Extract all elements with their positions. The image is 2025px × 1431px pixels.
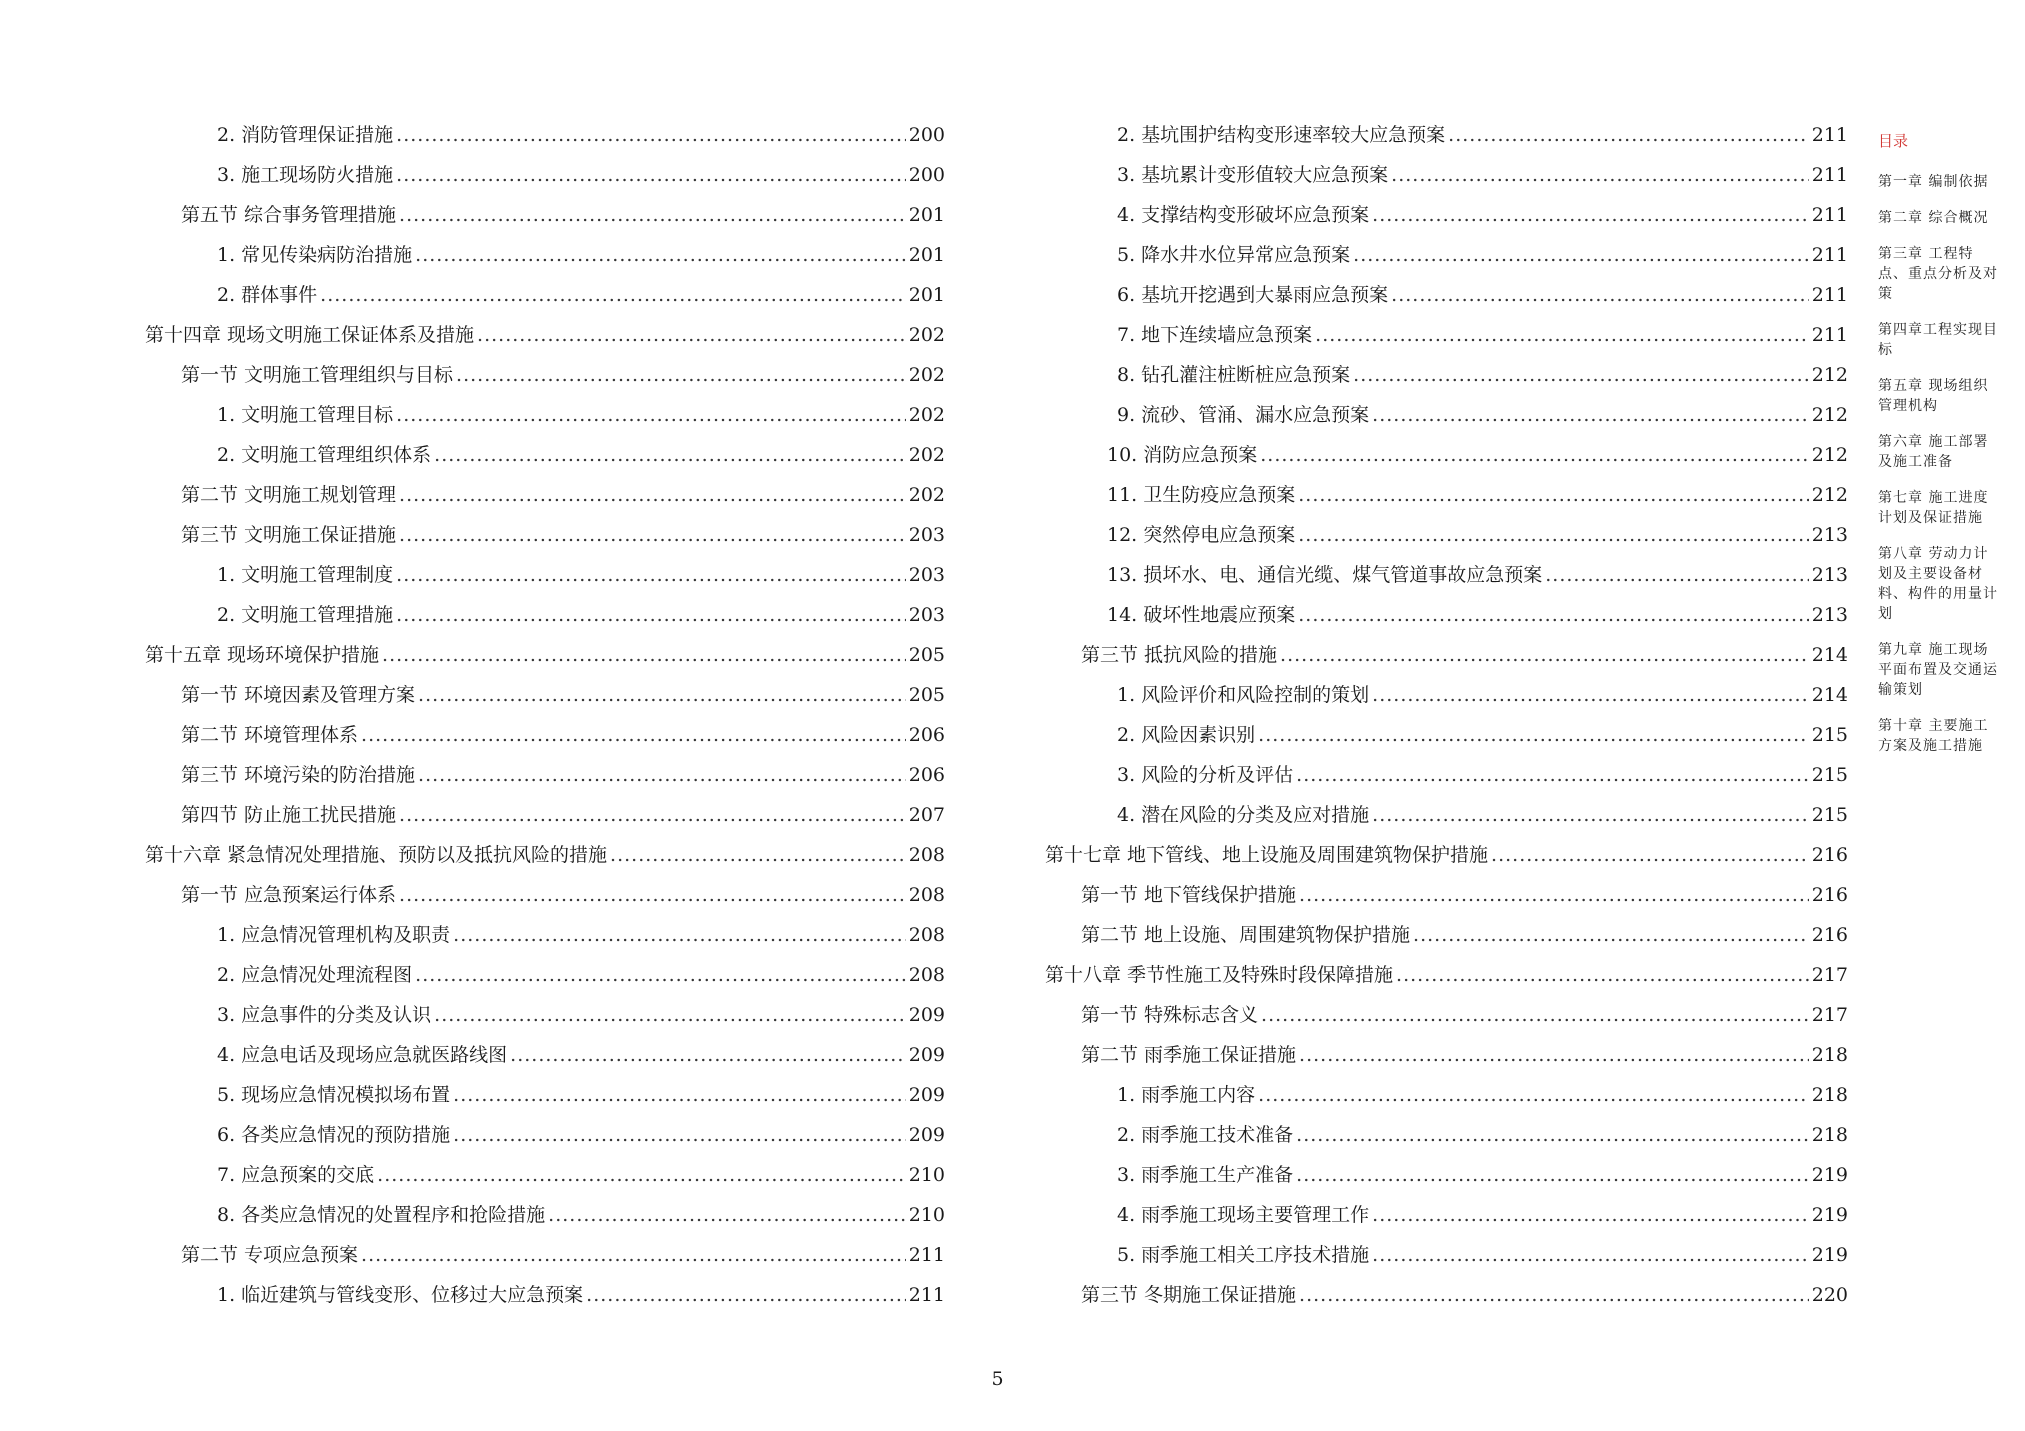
toc-entry-title: 4. 应急电话及现场应急就医路线图 [217, 1044, 508, 1066]
toc-entry-title: 11. 卫生防疫应急预案 [1107, 484, 1296, 506]
toc-entry-page: 211 [1811, 164, 1848, 186]
toc-entry-title: 5. 降水井水位异常应急预案 [1117, 244, 1351, 266]
toc-dot-leader [377, 1155, 906, 1195]
toc-entry-title: 2. 消防管理保证措施 [217, 124, 394, 146]
toc-entry-title: 2. 雨季施工技术准备 [1117, 1124, 1294, 1146]
toc-dot-leader [453, 1075, 906, 1115]
toc-entry[interactable] [1045, 475, 1848, 515]
toc-entry-page: 202 [908, 444, 945, 466]
toc-entry-page: 219 [1811, 1204, 1848, 1226]
toc-entry-title: 第十四章 现场文明施工保证体系及措施 [145, 324, 475, 346]
toc-entry-title: 7. 地下连续墙应急预案 [1117, 324, 1313, 346]
toc-entry-page: 219 [1811, 1244, 1848, 1266]
toc-entry[interactable] [145, 435, 945, 475]
toc-entry-title: 第一节 文明施工管理组织与目标 [181, 364, 454, 386]
toc-entry-page: 215 [1811, 804, 1848, 826]
sidebar-item-chapter-3[interactable]: 第三章 工程特点、重点分析及对策 [1878, 246, 1998, 302]
toc-entry-page: 218 [1811, 1124, 1848, 1146]
toc-entry[interactable] [145, 995, 945, 1035]
toc-entry[interactable] [145, 155, 945, 195]
toc-dot-leader [396, 555, 906, 595]
toc-dot-leader [399, 195, 906, 235]
toc-dot-leader [1372, 1195, 1809, 1235]
toc-entry-title: 7. 应急预案的交底 [217, 1164, 375, 1186]
toc-entry-page: 208 [908, 964, 945, 986]
toc-entry[interactable] [1045, 515, 1848, 555]
toc-dot-leader [418, 755, 906, 795]
toc-entry[interactable] [145, 955, 945, 995]
toc-entry-title: 第三节 环境污染的防治措施 [181, 764, 416, 786]
toc-entry[interactable] [1045, 1155, 1848, 1195]
toc-entry-page: 215 [1811, 764, 1848, 786]
toc-entry-page: 211 [1811, 204, 1848, 226]
toc-entry-title: 第一节 地下管线保护措施 [1081, 884, 1297, 906]
toc-entry-title: 1. 文明施工管理制度 [217, 564, 394, 586]
toc-entry-title: 第二节 雨季施工保证措施 [1081, 1044, 1297, 1066]
toc-entry-page: 205 [908, 644, 945, 666]
toc-entry-page: 215 [1811, 724, 1848, 746]
toc-dot-leader [396, 115, 906, 155]
toc-dot-leader [1299, 1275, 1809, 1315]
toc-dot-leader [1260, 435, 1808, 475]
toc-dot-leader [453, 1115, 906, 1155]
toc-entry-title: 2. 风险因素识别 [1117, 724, 1256, 746]
toc-entry[interactable] [145, 195, 945, 235]
toc-dot-leader [1372, 675, 1809, 715]
toc-entry[interactable] [145, 115, 945, 155]
toc-entry[interactable] [1045, 275, 1848, 315]
toc-entry-title: 1. 应急情况管理机构及职责 [217, 924, 451, 946]
toc-dot-leader [1298, 595, 1808, 635]
toc-entry[interactable] [1045, 755, 1848, 795]
toc-entry[interactable] [1045, 635, 1848, 675]
toc-entry-page: 212 [1811, 364, 1848, 386]
toc-entry[interactable] [1045, 1035, 1848, 1075]
toc-dot-leader [396, 155, 906, 195]
toc-entry-title: 第三节 抵抗风险的措施 [1081, 644, 1278, 666]
toc-entry[interactable] [1045, 595, 1848, 635]
toc-entry[interactable] [145, 275, 945, 315]
toc-entry-page: 214 [1811, 684, 1848, 706]
sidebar-item-chapter-2[interactable]: 第二章 综合概况 [1878, 210, 1989, 226]
sidebar-item-chapter-4[interactable]: 第四章工程实现目标 [1878, 322, 1998, 358]
toc-entry-page: 208 [908, 884, 945, 906]
toc-entry-page: 208 [908, 844, 945, 866]
toc-entry[interactable] [145, 795, 945, 835]
toc-entry-title: 第二节 地上设施、周围建筑物保护措施 [1081, 924, 1411, 946]
toc-entry[interactable] [1045, 915, 1848, 955]
toc-dot-leader [434, 995, 906, 1035]
toc-dot-leader [1448, 115, 1809, 155]
toc-dot-leader [320, 275, 906, 315]
toc-entry-page: 218 [1811, 1084, 1848, 1106]
toc-entry-page: 211 [1811, 324, 1848, 346]
toc-entry-title: 1. 常见传染病防治措施 [217, 244, 413, 266]
toc-entry[interactable] [1045, 995, 1848, 1035]
toc-entry-page: 206 [908, 764, 945, 786]
toc-entry[interactable] [145, 515, 945, 555]
toc-entry-title: 3. 施工现场防火措施 [217, 164, 394, 186]
toc-dot-leader [1296, 755, 1809, 795]
toc-dot-leader [399, 795, 906, 835]
toc-entry-page: 202 [908, 404, 945, 426]
toc-entry-title: 2. 群体事件 [217, 284, 318, 306]
toc-entry[interactable] [145, 715, 945, 755]
toc-entry-title: 4. 雨季施工现场主要管理工作 [1117, 1204, 1370, 1226]
toc-entry-title: 4. 支撑结构变形破坏应急预案 [1117, 204, 1370, 226]
toc-dot-leader [399, 875, 906, 915]
toc-entry-page: 220 [1811, 1284, 1848, 1306]
sidebar-outline [1878, 130, 1998, 772]
toc-dot-leader [399, 515, 906, 555]
toc-entry-title: 第十八章 季节性施工及特殊时段保障措施 [1045, 964, 1394, 986]
toc-entry-title: 2. 基坑围护结构变形速率较大应急预案 [1117, 124, 1446, 146]
toc-entry-title: 2. 文明施工管理措施 [217, 604, 394, 626]
toc-entry[interactable] [1045, 555, 1848, 595]
toc-entry-page: 211 [1811, 244, 1848, 266]
toc-entry[interactable] [1045, 875, 1848, 915]
sidebar-item-chapter-1[interactable]: 第一章 编制依据 [1878, 174, 1989, 190]
toc-entry-title: 5. 现场应急情况模拟场布置 [217, 1084, 451, 1106]
sidebar-item-chapter-5[interactable]: 第五章 现场组织管理机构 [1878, 378, 1989, 414]
toc-entry-title: 3. 基坑累计变形值较大应急预案 [1117, 164, 1389, 186]
sidebar-item-chapter-8[interactable]: 第八章 劳动力计划及主要设备材料、构件的用量计划 [1878, 546, 1998, 622]
toc-entry-title: 4. 潜在风险的分类及应对措施 [1117, 804, 1370, 826]
toc-dot-leader [382, 635, 906, 675]
toc-entry-title: 14. 破坏性地震应预案 [1107, 604, 1296, 626]
toc-entry-title: 6. 基坑开挖遇到大暴雨应急预案 [1117, 284, 1389, 306]
toc-dot-leader [361, 1235, 906, 1275]
toc-entry-title: 8. 各类应急情况的处置程序和抢险措施 [217, 1204, 546, 1226]
toc-entry[interactable] [145, 1195, 945, 1235]
toc-dot-leader [1353, 355, 1809, 395]
toc-entry-page: 213 [1811, 564, 1848, 586]
toc-entry-page: 207 [908, 804, 945, 826]
sidebar-item-chapter-9[interactable]: 第九章 施工现场平面布置及交通运输策划 [1878, 642, 1998, 698]
toc-entry-title: 3. 雨季施工生产准备 [1117, 1164, 1294, 1186]
toc-entry[interactable] [145, 555, 945, 595]
toc-entry-page: 209 [908, 1124, 945, 1146]
toc-entry-page: 206 [908, 724, 945, 746]
toc-entry-page: 216 [1811, 844, 1848, 866]
toc-entry[interactable] [1045, 355, 1848, 395]
toc-entry-page: 211 [908, 1244, 945, 1266]
toc-entry-page: 212 [1811, 404, 1848, 426]
toc-dot-leader [586, 1275, 906, 1315]
sidebar-title[interactable]: 目录 [1878, 132, 1909, 150]
toc-dot-leader [1261, 995, 1809, 1035]
toc-entry-page: 210 [908, 1164, 945, 1186]
toc-entry-title: 3. 风险的分析及评估 [1117, 764, 1294, 786]
toc-entry-page: 211 [1811, 284, 1848, 306]
toc-dot-leader [434, 435, 906, 475]
toc-entry[interactable] [145, 355, 945, 395]
toc-entry-page: 216 [1811, 884, 1848, 906]
toc-dot-leader [396, 395, 906, 435]
toc-entry-title: 5. 雨季施工相关工序技术措施 [1117, 1244, 1370, 1266]
toc-dot-leader [418, 675, 906, 715]
toc-entry[interactable] [145, 1115, 945, 1155]
toc-entry[interactable] [1045, 1275, 1848, 1315]
toc-dot-leader [1298, 515, 1808, 555]
toc-entry[interactable] [1045, 675, 1848, 715]
page-number: 5 [991, 1368, 1004, 1390]
toc-entry[interactable] [145, 675, 945, 715]
toc-entry[interactable] [1045, 315, 1848, 355]
toc-dot-leader [1545, 555, 1808, 595]
toc-entry-page: 202 [908, 364, 945, 386]
toc-entry[interactable] [145, 1155, 945, 1195]
toc-entry-title: 第三节 文明施工保证措施 [181, 524, 397, 546]
toc-entry-title: 第一节 环境因素及管理方案 [181, 684, 416, 706]
toc-dot-leader [1353, 235, 1809, 275]
toc-entry-title: 12. 突然停电应急预案 [1107, 524, 1296, 546]
toc-entry[interactable] [1045, 395, 1848, 435]
toc-dot-leader [548, 1195, 906, 1235]
toc-entry-title: 1. 文明施工管理目标 [217, 404, 394, 426]
toc-dot-leader [1391, 155, 1809, 195]
toc-entry-page: 217 [1811, 964, 1848, 986]
toc-dot-leader [1391, 275, 1809, 315]
sidebar-item-chapter-7[interactable]: 第七章 施工进度计划及保证措施 [1878, 490, 1989, 526]
toc-entry[interactable] [145, 1235, 945, 1275]
toc-entry-page: 217 [1811, 1004, 1848, 1026]
toc-dot-leader [1280, 635, 1809, 675]
toc-entry-page: 209 [908, 1004, 945, 1026]
toc-dot-leader [1372, 1235, 1809, 1275]
toc-entry-title: 第十五章 现场环境保护措施 [145, 644, 380, 666]
toc-entry-page: 203 [908, 524, 945, 546]
sidebar-item-chapter-10[interactable]: 第十章 主要施工方案及施工措施 [1878, 718, 1989, 754]
sidebar-item-chapter-6[interactable]: 第六章 施工部署及施工准备 [1878, 434, 1989, 470]
toc-dot-leader [510, 1035, 906, 1075]
toc-entry-page: 200 [908, 124, 945, 146]
toc-entry[interactable] [1045, 155, 1848, 195]
toc-dot-leader [1299, 1035, 1809, 1075]
toc-entry-page: 201 [908, 204, 945, 226]
toc-dot-leader [1296, 1155, 1809, 1195]
toc-entry-title: 第四节 防止施工扰民措施 [181, 804, 397, 826]
toc-dot-leader [1299, 875, 1809, 915]
toc-entry-page: 203 [908, 604, 945, 626]
toc-dot-leader [610, 835, 906, 875]
toc-entry[interactable] [145, 235, 945, 275]
toc-entry-page: 205 [908, 684, 945, 706]
toc-entry-title: 1. 临近建筑与管线变形、位移过大应急预案 [217, 1284, 584, 1306]
toc-entry[interactable] [145, 315, 945, 355]
toc-entry-page: 202 [908, 484, 945, 506]
toc-entry[interactable] [1045, 1195, 1848, 1235]
toc-entry-page: 209 [908, 1044, 945, 1066]
toc-entry[interactable] [1045, 715, 1848, 755]
toc-entry[interactable] [145, 1035, 945, 1075]
toc-entry[interactable] [1045, 1075, 1848, 1115]
toc-entry-title: 1. 雨季施工内容 [1117, 1084, 1256, 1106]
toc-entry-title: 第三节 冬期施工保证措施 [1081, 1284, 1297, 1306]
toc-entry-title: 9. 流砂、管涌、漏水应急预案 [1117, 404, 1370, 426]
toc-entry-page: 211 [1811, 124, 1848, 146]
toc-entry-page: 212 [1811, 484, 1848, 506]
toc-entry-title: 第一节 应急预案运行体系 [181, 884, 397, 906]
toc-entry[interactable] [145, 635, 945, 675]
toc-dot-leader [1372, 195, 1809, 235]
toc-entry[interactable] [145, 755, 945, 795]
toc-entry[interactable] [145, 915, 945, 955]
toc-dot-leader [396, 595, 906, 635]
toc-entry-page: 201 [908, 244, 945, 266]
toc-entry[interactable] [145, 1075, 945, 1115]
toc-entry-title: 第二节 环境管理体系 [181, 724, 359, 746]
toc-entry-page: 209 [908, 1084, 945, 1106]
toc-entry[interactable] [1045, 1235, 1848, 1275]
toc-entry[interactable] [1045, 955, 1848, 995]
toc-entry[interactable] [1045, 795, 1848, 835]
toc-entry-page: 211 [908, 1284, 945, 1306]
toc-dot-leader [456, 355, 906, 395]
toc-dot-leader [1372, 395, 1809, 435]
toc-entry[interactable] [145, 595, 945, 635]
toc-entry-title: 第十七章 地下管线、地上设施及周围建筑物保护措施 [1045, 844, 1489, 866]
toc-column-left [145, 115, 945, 1315]
toc-entry-title: 第一节 特殊标志含义 [1081, 1004, 1259, 1026]
toc-dot-leader [477, 315, 906, 355]
toc-dot-leader [1372, 795, 1809, 835]
toc-entry-page: 218 [1811, 1044, 1848, 1066]
toc-entry[interactable] [1045, 235, 1848, 275]
toc-entry-page: 200 [908, 164, 945, 186]
toc-dot-leader [1258, 715, 1809, 755]
toc-entry-title: 第二节 文明施工规划管理 [181, 484, 397, 506]
toc-entry-page: 202 [908, 324, 945, 346]
toc-dot-leader [399, 475, 906, 515]
toc-entry[interactable] [1045, 115, 1848, 155]
toc-dot-leader [1296, 1115, 1809, 1155]
toc-dot-leader [1298, 475, 1808, 515]
toc-entry[interactable] [1045, 435, 1848, 475]
toc-entry-title: 2. 应急情况处理流程图 [217, 964, 413, 986]
toc-entry-page: 216 [1811, 924, 1848, 946]
toc-dot-leader [1491, 835, 1809, 875]
toc-entry-page: 213 [1811, 604, 1848, 626]
toc-entry-title: 1. 风险评价和风险控制的策划 [1117, 684, 1370, 706]
toc-entry[interactable] [145, 875, 945, 915]
toc-entry[interactable] [145, 1275, 945, 1315]
toc-dot-leader [415, 955, 906, 995]
toc-entry-title: 8. 钻孔灌注桩断桩应急预案 [1117, 364, 1351, 386]
toc-entry[interactable] [145, 475, 945, 515]
toc-entry-title: 13. 损坏水、电、通信光缆、煤气管道事故应急预案 [1107, 564, 1543, 586]
toc-dot-leader [1413, 915, 1809, 955]
toc-entry-page: 213 [1811, 524, 1848, 546]
toc-entry-title: 第二节 专项应急预案 [181, 1244, 359, 1266]
toc-entry-title: 6. 各类应急情况的预防措施 [217, 1124, 451, 1146]
toc-entry-page: 203 [908, 564, 945, 586]
toc-column-right [1045, 115, 1848, 1315]
toc-entry[interactable] [1045, 195, 1848, 235]
toc-entry-title: 10. 消防应急预案 [1107, 444, 1258, 466]
toc-entry-page: 219 [1811, 1164, 1848, 1186]
toc-entry-page: 208 [908, 924, 945, 946]
toc-dot-leader [415, 235, 906, 275]
toc-dot-leader [453, 915, 906, 955]
toc-dot-leader [1258, 1075, 1809, 1115]
toc-entry-page: 214 [1811, 644, 1848, 666]
toc-entry-page: 201 [908, 284, 945, 306]
toc-entry[interactable] [145, 395, 945, 435]
toc-dot-leader [361, 715, 906, 755]
toc-entry[interactable] [1045, 1115, 1848, 1155]
toc-dot-leader [1315, 315, 1809, 355]
toc-entry[interactable] [145, 835, 945, 875]
toc-entry-page: 210 [908, 1204, 945, 1226]
toc-entry-title: 第十六章 紧急情况处理措施、预防以及抵抗风险的措施 [145, 844, 608, 866]
toc-entry[interactable] [1045, 835, 1848, 875]
toc-entry-page: 212 [1811, 444, 1848, 466]
toc-entry-title: 第五节 综合事务管理措施 [181, 204, 397, 226]
toc-entry-title: 3. 应急事件的分类及认识 [217, 1004, 432, 1026]
toc-dot-leader [1396, 955, 1809, 995]
toc-entry-title: 2. 文明施工管理组织体系 [217, 444, 432, 466]
